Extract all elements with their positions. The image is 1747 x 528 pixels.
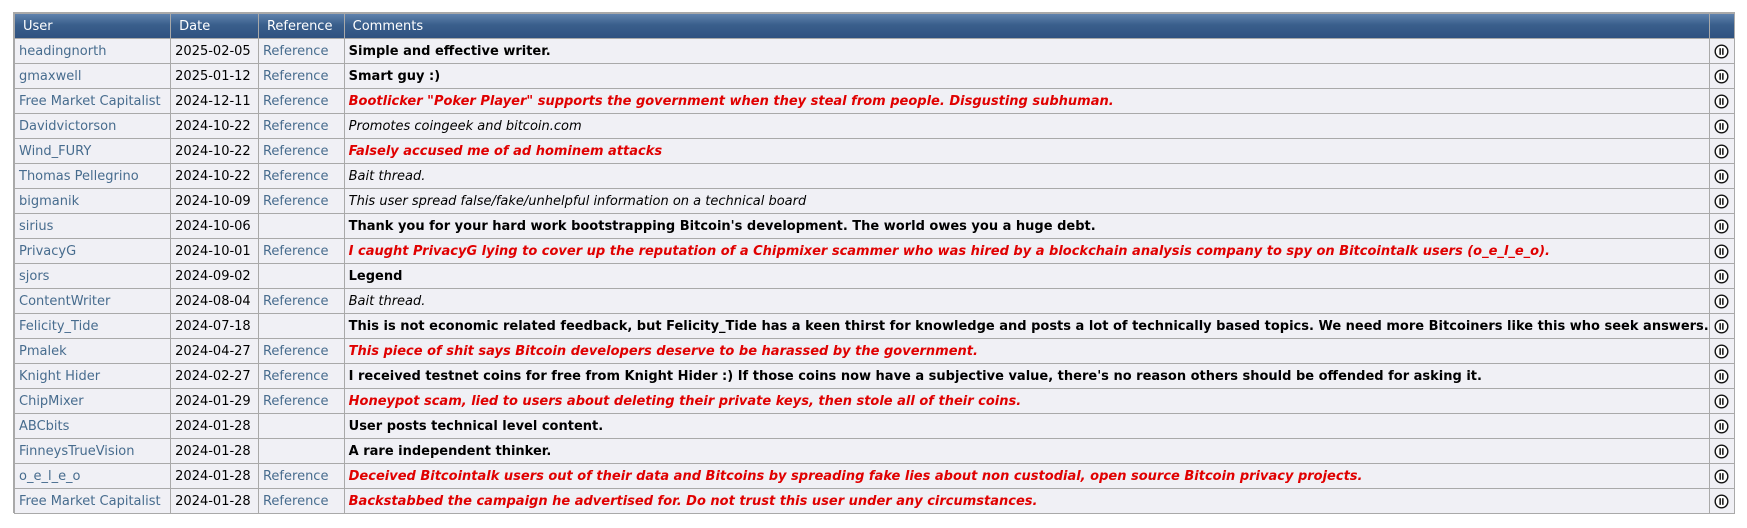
user-link[interactable]: Knight Hider <box>19 368 101 384</box>
table-row <box>15 89 1734 113</box>
table-row <box>15 214 1734 238</box>
comment-cell <box>345 164 1709 188</box>
comment-text: Thank you for your hard work bootstrapping Bitcoin's development. The world owes you a huge debt. <box>348 218 1096 234</box>
user-cell <box>15 264 170 288</box>
table-row <box>15 239 1734 263</box>
user-cell <box>15 314 170 338</box>
table-row <box>15 464 1734 488</box>
info-circle-icon[interactable] <box>1714 44 1729 59</box>
user-cell <box>15 39 170 63</box>
table-row <box>15 389 1734 413</box>
user-cell <box>15 189 170 213</box>
user-link[interactable]: ChipMixer <box>19 393 84 409</box>
comment-cell <box>345 414 1709 438</box>
user-cell <box>15 289 170 313</box>
reference-cell <box>259 314 344 338</box>
reference-cell <box>259 339 344 363</box>
comment-text: This is not economic related feedback, but Felicity_Tide has a keen thirst for knowledge and posts a lot of technically based topics. We need more Bitcoiners like this who seek answers. <box>348 318 1709 334</box>
user-cell <box>15 364 170 388</box>
user-link[interactable]: ContentWriter <box>19 293 111 309</box>
table-header-row <box>15 14 1734 38</box>
user-link[interactable]: sjors <box>19 268 50 284</box>
action-cell <box>1710 139 1734 163</box>
info-circle-icon[interactable] <box>1714 369 1729 384</box>
reference-cell <box>259 89 344 113</box>
reference-link[interactable]: Reference <box>262 493 329 509</box>
user-link[interactable]: gmaxwell <box>19 68 82 84</box>
date-cell: 2024-10-09 <box>171 189 258 213</box>
comment-text: A rare independent thinker. <box>348 443 552 459</box>
table-row <box>15 164 1734 188</box>
user-cell <box>15 64 170 88</box>
date-cell: 2024-10-22 <box>171 139 258 163</box>
comment-text: Promotes coingeek and bitcoin.com <box>348 118 582 134</box>
reference-cell <box>259 64 344 88</box>
comment-cell <box>345 239 1709 263</box>
comment-cell <box>345 389 1709 413</box>
reference-link[interactable]: Reference <box>262 43 329 59</box>
comment-text: User posts technical level content. <box>348 418 604 434</box>
date-cell: 2024-08-04 <box>171 289 258 313</box>
comment-cell <box>345 439 1709 463</box>
table-row <box>15 364 1734 388</box>
column-header-user: User <box>15 14 170 38</box>
action-cell <box>1710 414 1734 438</box>
reference-cell <box>259 264 344 288</box>
reference-cell <box>259 114 344 138</box>
info-circle-icon[interactable] <box>1714 144 1729 159</box>
action-cell <box>1710 439 1734 463</box>
comment-text: Bootlicker "Poker Player" supports the government when they steal from people. Disgusting subhuman. <box>348 93 1114 109</box>
trust-feedback-table <box>14 13 1735 514</box>
date-cell: 2024-09-02 <box>171 264 258 288</box>
action-cell <box>1710 39 1734 63</box>
info-circle-icon[interactable] <box>1714 394 1729 409</box>
reference-link[interactable]: Reference <box>262 193 329 209</box>
comment-cell <box>345 214 1709 238</box>
user-cell <box>15 339 170 363</box>
user-link[interactable]: Davidvictorson <box>19 118 117 134</box>
date-cell: 2024-04-27 <box>171 339 258 363</box>
info-circle-icon[interactable] <box>1714 269 1729 284</box>
user-cell <box>15 414 170 438</box>
table-row <box>15 339 1734 363</box>
comment-cell <box>345 464 1709 488</box>
reference-link[interactable]: Reference <box>262 293 329 309</box>
comment-cell <box>345 89 1709 113</box>
action-cell <box>1710 89 1734 113</box>
comment-text: Honeypot scam, lied to users about deleting their private keys, then stole all of their coins. <box>348 393 1022 409</box>
comment-cell <box>345 289 1709 313</box>
comment-text: I caught PrivacyG lying to cover up the reputation of a Chipmixer scammer who was hired by a blockchain analysis company to spy on Bitcointalk users (o_e_l_e_o). <box>348 243 1550 259</box>
comment-text: Deceived Bitcointalk users out of their data and Bitcoins by spreading fake lies about non custodial, open source Bitcoin privacy projects. <box>348 468 1363 484</box>
user-cell <box>15 114 170 138</box>
reference-cell <box>259 189 344 213</box>
action-cell <box>1710 489 1734 513</box>
reference-cell <box>259 364 344 388</box>
reference-cell <box>259 464 344 488</box>
user-link[interactable]: Thomas Pellegrino <box>19 168 139 184</box>
comment-cell <box>345 114 1709 138</box>
user-link[interactable]: Free Market Capitalist <box>19 93 161 109</box>
action-cell <box>1710 214 1734 238</box>
reference-cell <box>259 414 344 438</box>
reference-cell <box>259 164 344 188</box>
info-circle-icon[interactable] <box>1714 444 1729 459</box>
reference-link[interactable]: Reference <box>262 68 329 84</box>
info-circle-icon[interactable] <box>1714 319 1729 334</box>
action-cell <box>1710 464 1734 488</box>
reference-cell <box>259 289 344 313</box>
date-cell: 2024-01-28 <box>171 414 258 438</box>
comment-cell <box>345 139 1709 163</box>
user-cell <box>15 489 170 513</box>
comment-cell <box>345 339 1709 363</box>
date-cell: 2024-07-18 <box>171 314 258 338</box>
table-row <box>15 139 1734 163</box>
reference-link[interactable]: Reference <box>262 118 329 134</box>
action-cell <box>1710 164 1734 188</box>
column-header-actions <box>1710 14 1734 38</box>
date-cell: 2024-01-28 <box>171 489 258 513</box>
info-circle-icon[interactable] <box>1714 169 1729 184</box>
table-row <box>15 264 1734 288</box>
reference-cell <box>259 239 344 263</box>
comment-text: Bait thread. <box>348 293 426 309</box>
table-row <box>15 314 1734 338</box>
reference-link[interactable]: Reference <box>262 343 329 359</box>
date-cell: 2024-01-28 <box>171 439 258 463</box>
info-circle-icon[interactable] <box>1714 344 1729 359</box>
info-circle-icon[interactable] <box>1714 294 1729 309</box>
info-circle-icon[interactable] <box>1714 469 1729 484</box>
info-circle-icon[interactable] <box>1714 219 1729 234</box>
action-cell <box>1710 264 1734 288</box>
info-circle-icon[interactable] <box>1714 119 1729 134</box>
reference-link[interactable]: Reference <box>262 93 329 109</box>
reference-link[interactable]: Reference <box>262 243 329 259</box>
reference-link[interactable]: Reference <box>262 143 329 159</box>
reference-cell <box>259 39 344 63</box>
user-cell <box>15 139 170 163</box>
comment-text: This piece of shit says Bitcoin developers deserve to be harassed by the government. <box>348 343 978 359</box>
info-circle-icon[interactable] <box>1714 494 1729 509</box>
action-cell <box>1710 289 1734 313</box>
reference-cell <box>259 439 344 463</box>
table-row <box>15 114 1734 138</box>
date-cell: 2024-01-29 <box>171 389 258 413</box>
user-link[interactable]: Free Market Capitalist <box>19 493 161 509</box>
info-circle-icon[interactable] <box>1714 69 1729 84</box>
column-header-reference: Reference <box>259 14 344 38</box>
reference-link[interactable]: Reference <box>262 393 329 409</box>
comment-text: Falsely accused me of ad hominem attacks <box>348 143 663 159</box>
action-cell <box>1710 339 1734 363</box>
reference-link[interactable]: Reference <box>262 468 329 484</box>
date-cell: 2024-02-27 <box>171 364 258 388</box>
date-cell: 2025-01-12 <box>171 64 258 88</box>
table-row <box>15 439 1734 463</box>
user-link[interactable]: PrivacyG <box>19 243 77 259</box>
comment-text: Legend <box>348 268 403 284</box>
date-cell: 2024-01-28 <box>171 464 258 488</box>
comment-cell <box>345 364 1709 388</box>
reference-cell <box>259 214 344 238</box>
date-cell: 2024-12-11 <box>171 89 258 113</box>
table-row <box>15 64 1734 88</box>
comment-text: This user spread false/fake/unhelpful information on a technical board <box>348 193 807 209</box>
trust-feedback-panel <box>13 12 1735 513</box>
reference-link[interactable]: Reference <box>262 168 329 184</box>
comment-text: Smart guy :) <box>348 68 441 84</box>
column-header-comments: Comments <box>345 14 1709 38</box>
action-cell <box>1710 189 1734 213</box>
action-cell <box>1710 114 1734 138</box>
user-cell <box>15 389 170 413</box>
reference-cell <box>259 389 344 413</box>
info-circle-icon[interactable] <box>1714 419 1729 434</box>
table-row <box>15 414 1734 438</box>
user-cell <box>15 164 170 188</box>
user-cell <box>15 214 170 238</box>
user-link[interactable]: FinneysTrueVision <box>19 443 135 459</box>
user-link[interactable]: headingnorth <box>19 43 107 59</box>
table-body <box>15 39 1734 513</box>
date-cell: 2024-10-22 <box>171 164 258 188</box>
user-link[interactable]: Pmalek <box>19 343 67 359</box>
user-link[interactable]: ABCbits <box>19 418 70 434</box>
action-cell <box>1710 64 1734 88</box>
date-cell: 2024-10-06 <box>171 214 258 238</box>
comment-cell <box>345 264 1709 288</box>
action-cell <box>1710 239 1734 263</box>
user-cell <box>15 464 170 488</box>
user-link[interactable]: sirius <box>19 218 54 234</box>
info-circle-icon[interactable] <box>1714 194 1729 209</box>
comment-text: Simple and effective writer. <box>348 43 551 59</box>
comment-cell <box>345 64 1709 88</box>
user-link[interactable]: o_e_l_e_o <box>19 468 81 484</box>
comment-cell <box>345 489 1709 513</box>
comment-text: I received testnet coins for free from Knight Hider :) If those coins now have a subjective value, there's no reason others should be offended for asking it. <box>348 368 1482 384</box>
table-row <box>15 189 1734 213</box>
info-circle-icon[interactable] <box>1714 94 1729 109</box>
comment-cell <box>345 314 1709 338</box>
reference-cell <box>259 489 344 513</box>
date-cell: 2024-10-01 <box>171 239 258 263</box>
info-circle-icon[interactable] <box>1714 244 1729 259</box>
user-link[interactable]: Wind_FURY <box>19 143 92 159</box>
user-link[interactable]: Felicity_Tide <box>19 318 99 334</box>
column-header-date: Date <box>171 14 258 38</box>
comment-cell <box>345 189 1709 213</box>
comment-text: Backstabbed the campaign he advertised for. Do not trust this user under any circumstances. <box>348 493 1038 509</box>
reference-link[interactable]: Reference <box>262 368 329 384</box>
date-cell: 2025-02-05 <box>171 39 258 63</box>
user-cell <box>15 439 170 463</box>
comment-cell <box>345 39 1709 63</box>
table-row <box>15 489 1734 513</box>
user-cell <box>15 239 170 263</box>
comment-text: Bait thread. <box>348 168 426 184</box>
action-cell <box>1710 314 1734 338</box>
action-cell <box>1710 389 1734 413</box>
reference-cell <box>259 139 344 163</box>
table-row <box>15 39 1734 63</box>
user-cell <box>15 89 170 113</box>
user-link[interactable]: bigmanik <box>19 193 80 209</box>
date-cell: 2024-10-22 <box>171 114 258 138</box>
table-row <box>15 289 1734 313</box>
action-cell <box>1710 364 1734 388</box>
